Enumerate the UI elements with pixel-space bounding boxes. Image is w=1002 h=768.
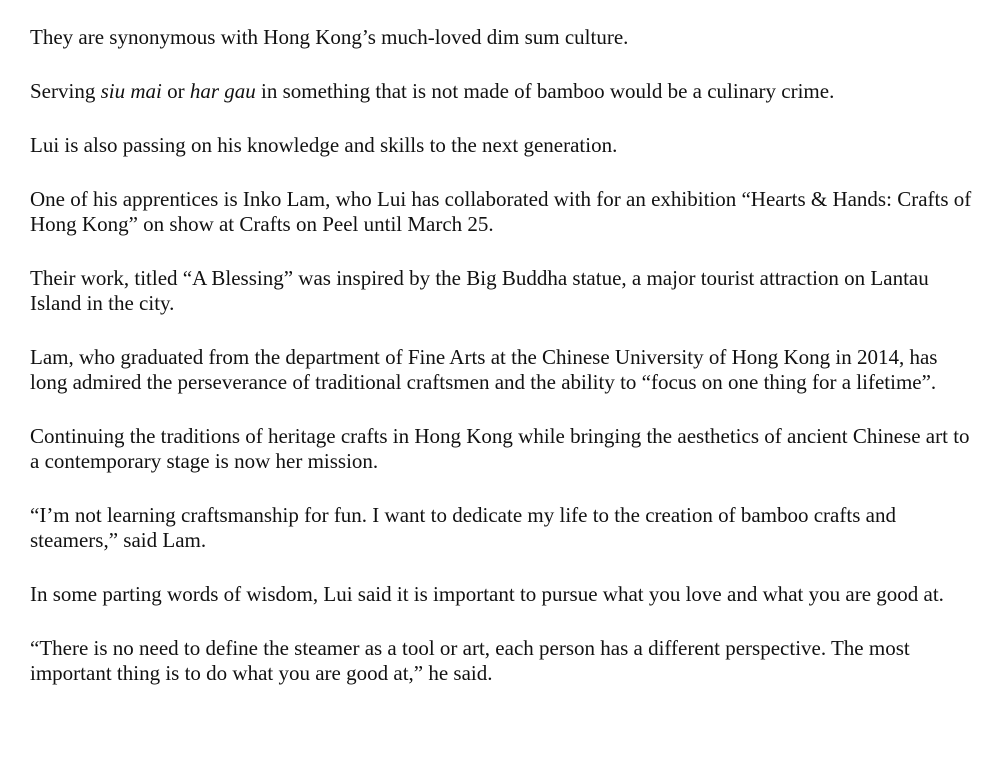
- paragraph-9: In some parting words of wisdom, Lui said it is important to pursue what you love and what you are good at.: [30, 582, 944, 606]
- paragraph-7: Continuing the traditions of heritage crafts in Hong Kong while bringing the aesthetics of ancient Chinese art to a contemporary stage is now her mission.: [30, 424, 970, 473]
- paragraph-6: Lam, who graduated from the department of Fine Arts at the Chinese University of Hong Kong in 2014, has long admired the perseverance of traditional craftsmen and the ability to “focus on one thing for a lifetime”.: [30, 345, 938, 394]
- paragraph-2-text-end: in something that is not made of bamboo would be a culinary crime.: [255, 79, 835, 103]
- paragraph-2-text-start: Serving: [30, 79, 101, 103]
- paragraph-1: They are synonymous with Hong Kong’s much-loved dim sum culture.: [30, 25, 629, 49]
- paragraph-5: Their work, titled “A Blessing” was inspired by the Big Buddha statue, a major tourist attraction on Lantau Island in the city.: [30, 266, 929, 315]
- paragraph-4: One of his apprentices is Inko Lam, who Lui has collaborated with for an exhibition “Hearts & Hands: Crafts of Hong Kong” on show at Crafts on Peel until March 25.: [30, 187, 972, 236]
- siu-mai-term: siu mai: [100, 79, 162, 103]
- paragraph-2-text-or: or: [161, 79, 190, 103]
- paragraph-8: “I’m not learning craftsmanship for fun. I want to dedicate my life to the creation of bamboo crafts and steamers,” said Lam.: [30, 503, 896, 552]
- article-body: [30, 25, 975, 686]
- paragraph-10: “There is no need to define the steamer as a tool or art, each person has a different perspective. The most important thing is to do what you are good at,” he said.: [30, 636, 910, 685]
- paragraph-3: Lui is also passing on his knowledge and skills to the next generation.: [30, 133, 618, 157]
- har-gau-term: har gau: [189, 79, 256, 103]
- paragraph-2: [30, 79, 975, 104]
